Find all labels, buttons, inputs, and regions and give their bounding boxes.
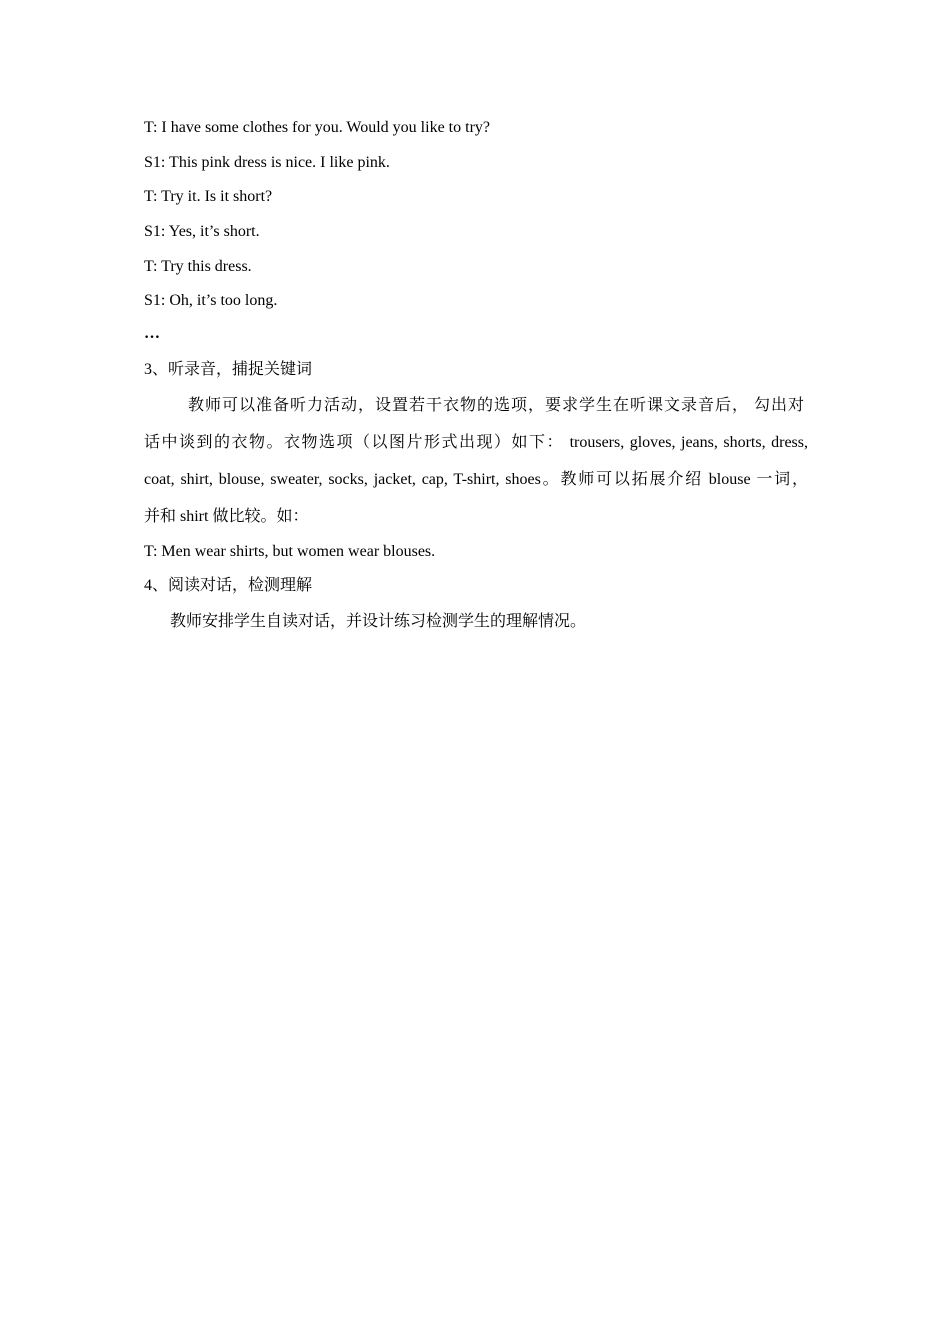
section-3-heading: 3、听录音，捕捉关键词 <box>144 361 313 378</box>
section-3-paragraph-line-1: 教师可以准备听力活动，设置若干衣物的选项，要求学生在听课文录音后， 勾出对 <box>188 397 804 414</box>
dialogue-line-4: S1: Yes, it’s short. <box>144 223 260 240</box>
dialogue-line-3: T: Try it. Is it short? <box>144 188 273 205</box>
dialogue-line-6: S1: Oh, it’s too long. <box>144 292 278 309</box>
section-4-heading: 4、阅读对话，检测理解 <box>144 577 313 594</box>
section-3-paragraph-line-2: 话中谈到的衣物。衣物选项（以图片形式出现）如下： trousers, gloves, jeans, shorts, dress, <box>144 434 808 451</box>
section-3-example: T: Men wear shirts, but women wear blouses. <box>144 543 436 560</box>
dialogue-line-5: T: Try this dress. <box>144 258 252 275</box>
section-4-paragraph: 教师安排学生自读对话，并设计练习检测学生的理解情况。 <box>170 613 587 630</box>
dialogue-line-1: T: I have some clothes for you. Would you like to try? <box>144 119 490 136</box>
ellipsis: … <box>144 325 161 342</box>
dialogue-line-2: S1: This pink dress is nice. I like pink. <box>144 154 390 171</box>
section-3-paragraph-line-3: coat, shirt, blouse, sweater, socks, jacket, cap, T-shirt, shoes。教师可以拓展介绍 blouse 一词， <box>144 471 808 488</box>
section-3-paragraph-line-4: 并和 shirt 做比较。如： <box>144 508 309 525</box>
